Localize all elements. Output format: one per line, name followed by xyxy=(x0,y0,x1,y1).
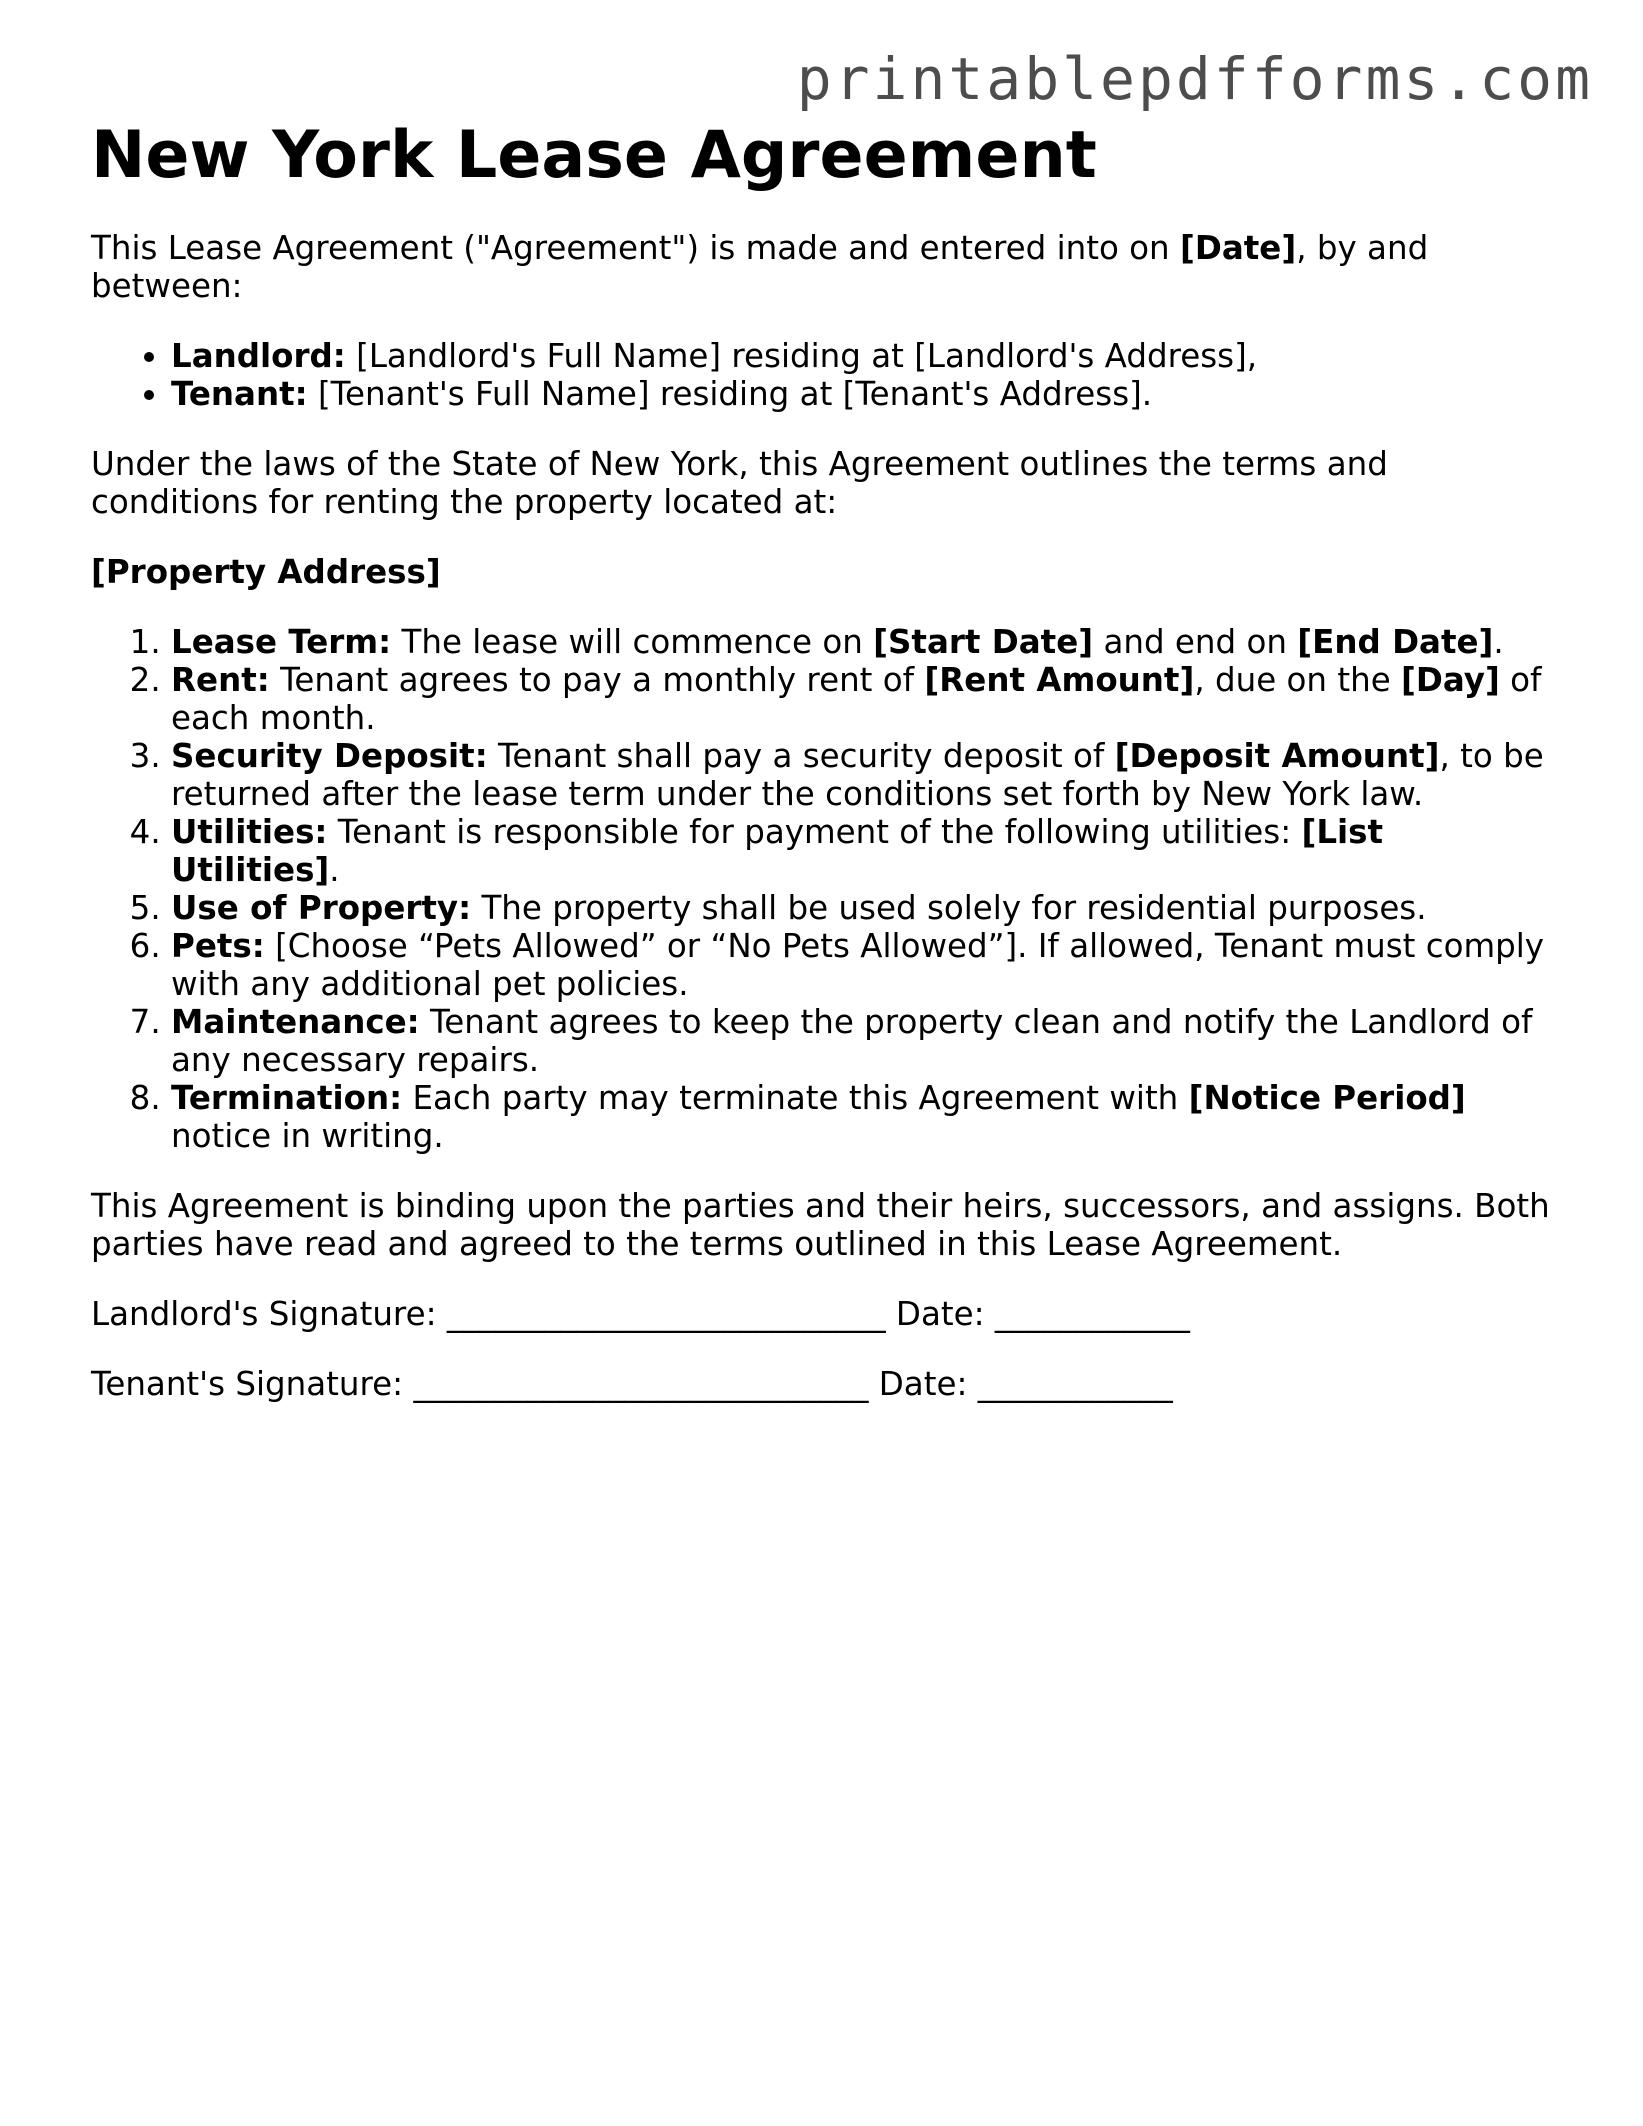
term-label: Termination: xyxy=(171,1079,403,1117)
document-title: New York Lease Agreement xyxy=(91,118,1097,193)
closing-paragraph: This Agreement is binding upon the parties and their heirs, successors, and assigns. Both parties have read and agreed to the terms outlined in this Lease Agreement. xyxy=(91,1187,1550,1263)
term-text: The lease will commence on xyxy=(391,623,874,661)
intro-paragraph xyxy=(91,229,1551,305)
watermark-logo: printablepdfforms.com xyxy=(796,45,1593,113)
property-address-placeholder: [Property Address] xyxy=(91,553,441,591)
terms-list xyxy=(91,623,1551,1155)
tenant-signature-line: Tenant's Signature: ____________________________ Date: ____________ xyxy=(91,1365,1173,1403)
term-text: Tenant is responsible for payment of the following utilities: xyxy=(327,813,1302,851)
party-tenant xyxy=(171,375,1551,413)
term-pets xyxy=(171,927,1551,1003)
term-text: Tenant shall pay a security deposit of xyxy=(487,737,1115,775)
term-text: and end on xyxy=(1093,623,1298,661)
term-maintenance xyxy=(171,1003,1551,1079)
document-body xyxy=(91,118,1551,1435)
parties-list xyxy=(91,337,1551,413)
term-text: Tenant agrees to pay a monthly rent of xyxy=(269,661,925,699)
term-placeholder: [Day] xyxy=(1401,661,1500,699)
property-address xyxy=(91,553,1551,591)
term-text: The property shall be used solely for residential purposes. xyxy=(471,889,1427,927)
term-label: Utilities: xyxy=(171,813,328,851)
term-use-of-property xyxy=(171,889,1551,927)
term-label: Maintenance: xyxy=(171,1003,420,1041)
term-label: Rent: xyxy=(171,661,270,699)
term-text: . xyxy=(1493,623,1504,661)
party-label: Landlord: xyxy=(171,337,346,375)
party-label: Tenant: xyxy=(171,375,308,413)
term-placeholder: [Start Date] xyxy=(873,623,1094,661)
term-utilities xyxy=(171,813,1551,889)
term-text: of each month. xyxy=(171,661,1542,737)
landlord-signature-line: Landlord's Signature: ___________________________ Date: ____________ xyxy=(91,1295,1190,1333)
party-text: [Landlord's Full Name] residing at [Landlord's Address], xyxy=(345,337,1258,375)
term-text: Each party may terminate this Agreement with xyxy=(402,1079,1189,1117)
term-lease-term xyxy=(171,623,1551,661)
term-text: Tenant agrees to keep the property clean and notify the Landlord of any necessary repairs. xyxy=(171,1003,1533,1079)
intro-text: This Lease Agreement ("Agreement") is made and entered into on xyxy=(91,229,1180,267)
law-statement: Under the laws of the State of New York, this Agreement outlines the terms and conditions for renting the property located at: xyxy=(91,445,1388,521)
term-termination xyxy=(171,1079,1551,1155)
term-label: Security Deposit: xyxy=(171,737,488,775)
party-text: [Tenant's Full Name] residing at [Tenant's Address]. xyxy=(307,375,1153,413)
term-placeholder: [Deposit Amount] xyxy=(1114,737,1440,775)
term-text: , due on the xyxy=(1194,661,1402,699)
term-rent xyxy=(171,661,1551,737)
party-landlord xyxy=(171,337,1551,375)
term-text: . xyxy=(329,851,340,889)
date-placeholder: [Date] xyxy=(1180,229,1297,267)
term-placeholder: [List Utilities] xyxy=(171,813,1384,889)
term-label: Lease Term: xyxy=(171,623,392,661)
term-text: , to be returned after the lease term under the conditions set forth by New York law. xyxy=(171,737,1544,813)
term-placeholder: [Notice Period] xyxy=(1188,1079,1466,1117)
intro-text-end: , by and between: xyxy=(91,229,1429,305)
term-text: [Choose “Pets Allowed” or “No Pets Allowed”]. If allowed, Tenant must comply with any additional pet policies. xyxy=(171,927,1545,1003)
term-text: notice in writing. xyxy=(171,1117,444,1155)
term-placeholder: [End Date] xyxy=(1297,623,1494,661)
term-security-deposit xyxy=(171,737,1551,813)
term-label: Pets: xyxy=(171,927,265,965)
term-placeholder: [Rent Amount] xyxy=(924,661,1195,699)
term-label: Use of Property: xyxy=(171,889,472,927)
